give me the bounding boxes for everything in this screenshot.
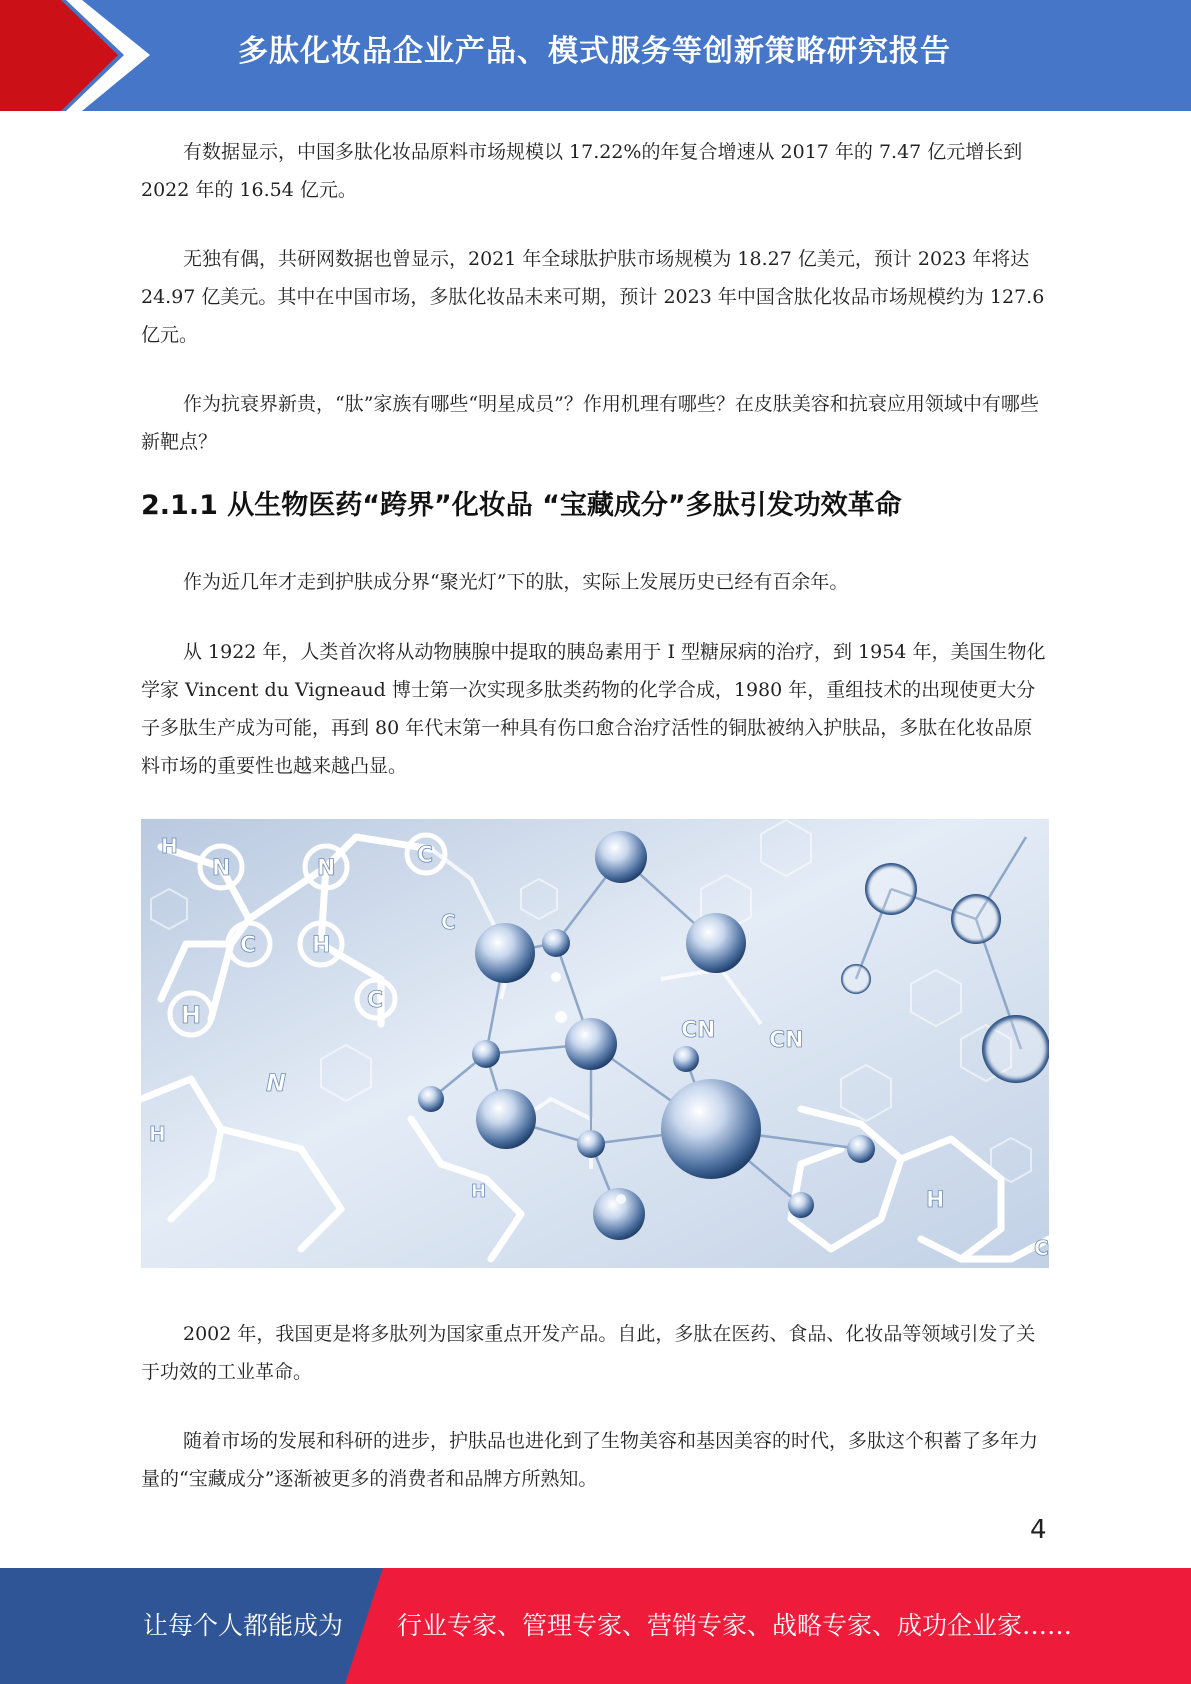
atom-label: H — [926, 1188, 945, 1213]
atom-label: C — [240, 933, 257, 958]
molecule-image — [141, 819, 1049, 1268]
paragraph-spotlight: 作为近几年才走到护肤成分界“聚光灯”下的肽，实际上发展历史已经有百余年。 — [183, 571, 849, 593]
atom-label: C — [367, 988, 384, 1013]
atom-label: CN — [769, 1028, 804, 1053]
atom-label: C — [1034, 1236, 1049, 1260]
report-title: 多肽化妆品企业产品、模式服务等创新策略研究报告 — [238, 34, 951, 69]
page-footer — [0, 1568, 1191, 1684]
footer-slogan-right: 行业专家、管理专家、营销专家、战略专家、成功企业家…… — [397, 1611, 1073, 1640]
atom-label: CN — [681, 1018, 716, 1043]
atom-label: H — [312, 933, 331, 958]
atom-label: N — [317, 856, 336, 881]
atom-label: C — [417, 843, 434, 868]
atom-label: N — [266, 1069, 287, 1097]
paragraph-history: 从 1922 年，人类首次将从动物胰腺中提取的胰岛素用于 I 型糖尿病的治疗，到 1954 年，美国生物化学家 Vincent du Vigneaud 博士第一次实现多肽类药物的化学合成，1980 年，重组技术的出现使更大分子多肽生产成为可能，再到 80 年代末第一种具有伤口愈合治疗活性的铜肽被纳入护肤品，多肽在化妆品原料市场的重要性也越来越凸显。 — [141, 641, 1046, 777]
paragraph-global-market: 无独有偶，共研网数据也曾显示，2021 年全球肽护肤市场规模为 18.27 亿美元，预计 2023 年将达 24.97 亿美元。其中在中国市场，多肽化妆品未来可期，预计 2023 年中国含肽化妆品市场规模约为 127.6 亿元。 — [141, 248, 1045, 346]
atom-label: H — [161, 834, 178, 858]
section-heading: 2.1.1 从生物医药“跨界”化妆品 “宝藏成分”多肽引发功效革命 — [141, 490, 902, 521]
footer-slogan-left: 让每个人都能成为 — [143, 1611, 344, 1640]
atom-label: H — [471, 1181, 487, 1202]
atom-label: H — [149, 1122, 166, 1146]
paragraph-national-priority: 2002 年，我国更是将多肽列为国家重点开发产品。自此，多肽在医药、食品、化妆品等领域引发了关于功效的工业革命。 — [141, 1323, 1036, 1383]
header-chevron-decoration — [0, 0, 160, 111]
paragraph-treasure-ingredient: 随着市场的发展和科研的进步，护肤品也进化到了生物美容和基因美容的时代，多肽这个积蓄了多年力量的“宝藏成分”逐渐被更多的消费者和品牌方所熟知。 — [141, 1430, 1039, 1490]
atom-label: C — [441, 910, 456, 934]
atom-label: H — [181, 1001, 202, 1029]
page-header — [0, 0, 1191, 111]
molecule-illustration — [141, 819, 1049, 1268]
page-number: 4 — [1030, 1515, 1047, 1545]
atom-label: N — [212, 856, 231, 881]
paragraph-market-size: 有数据显示，中国多肽化妆品原料市场规模以 17.22%的年复合增速从 2017 年的 7.47 亿元增长到 2022 年的 16.54 亿元。 — [141, 141, 1023, 201]
paragraph-questions: 作为抗衰界新贵，“肽”家族有哪些“明星成员”？作用机理有哪些？在皮肤美容和抗衰应用领域中有哪些新靶点？ — [141, 393, 1039, 453]
